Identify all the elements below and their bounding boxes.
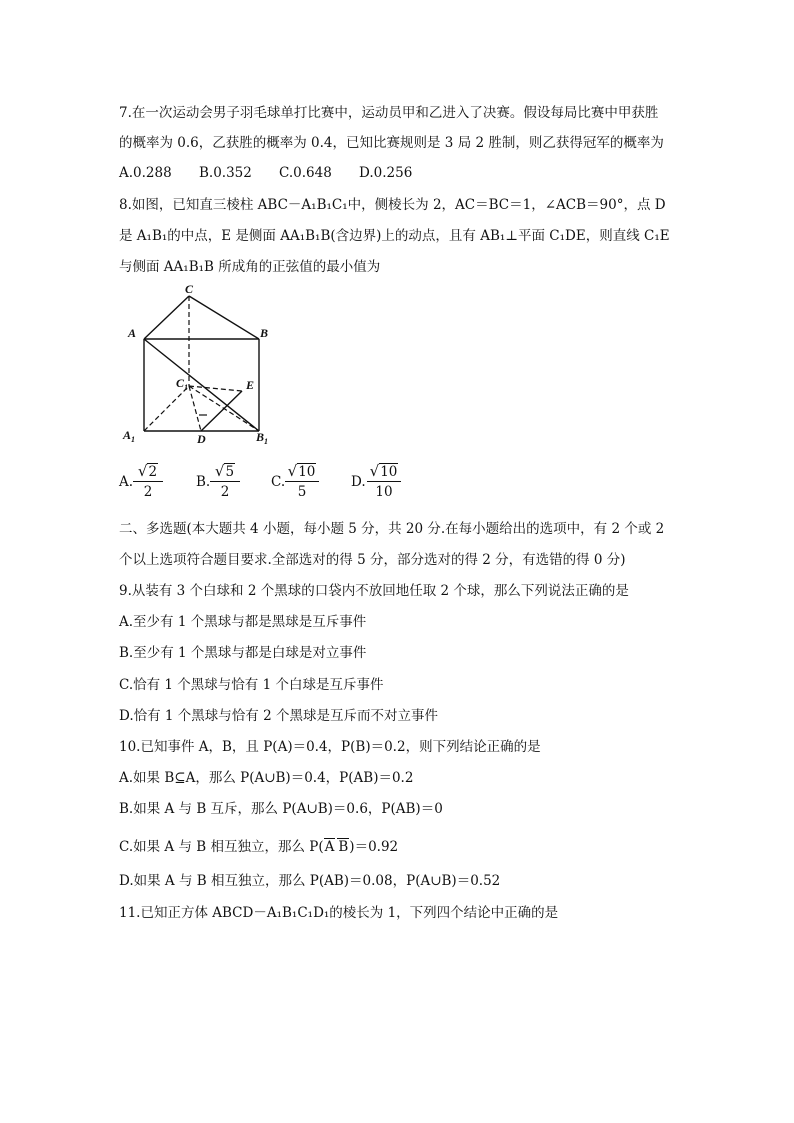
overline-b: B [338, 839, 349, 855]
q10-option-a: A.如果 B⊆A，那么 P(A∪B)＝0.4，P(AB)＝0.2 [119, 770, 414, 786]
section2-line1: 二、多选题(本大题共 4 小题，每小题 5 分，共 20 分.在每小题给出的选项中，有 2 个或 2 [119, 521, 665, 537]
prism-figure [119, 283, 279, 448]
label-d: D [197, 432, 206, 446]
label-c: C [185, 283, 194, 296]
q7-option-d: D.0.256 [359, 165, 413, 181]
q8-line2: 是 A₁B₁的中点，E 是侧面 AA₁B₁B(含边界)上的动点，且有 AB₁⊥平面 C₁DE，则直线 C₁E [119, 228, 670, 244]
q9-option-b: B.至少有 1 个黑球与都是白球是对立事件 [119, 645, 367, 661]
q8-line1: 8.如图，已知直三棱柱 ABC－A₁B₁C₁中，侧棱长为 2，AC＝BC＝1，∠ACB＝90°，点 D [119, 197, 666, 213]
label-a1: $A_1$ [123, 428, 136, 444]
q9-option-c: C.恰有 1 个黑球与恰有 1 个白球是互斥事件 [119, 677, 384, 693]
q10-stem: 10.已知事件 A，B，且 P(A)＝0.4，P(B)＝0.2，则下列结论正确的是 [119, 739, 541, 755]
q10-option-c: C.如果 A 与 B 相互独立，那么 P(A B)＝0.92 [119, 839, 399, 855]
label-c1: $C_1$ [176, 376, 189, 392]
section2-line2: 个以上选项符合题目要求.全部选对的得 5 分，部分选对的得 2 分，有选错的得 0 分) [119, 552, 626, 568]
q8-line3: 与侧面 AA₁B₁B 所成角的正弦值的最小值为 [119, 259, 381, 275]
q9-option-d: D.恰有 1 个黑球与恰有 2 个黑球是互斥而不对立事件 [119, 708, 438, 724]
label-b: B [260, 326, 269, 340]
q10-option-d: D.如果 A 与 B 相互独立，那么 P(AB)＝0.08，P(A∪B)＝0.52 [119, 873, 501, 889]
q9-option-a: A.至少有 1 个黑球与都是黑球是互斥事件 [119, 614, 367, 630]
q7-line1: 7.在一次运动会男子羽毛球单打比赛中，运动员甲和乙进入了决赛。假设每局比赛中甲获胜 [119, 105, 659, 121]
label-a: A [128, 326, 137, 340]
q7-option-b: B.0.352 [199, 165, 252, 181]
q7-line2: 的概率为 0.6，乙获胜的概率为 0.4，已知比赛规则是 3 局 2 胜制，则乙获得冠军的概率为 [119, 135, 664, 151]
q9-stem: 9.从装有 3 个白球和 2 个黑球的口袋内不放回地任取 2 个球，那么下列说法正确的是 [119, 583, 629, 599]
q7-option-c: C.0.648 [279, 165, 332, 181]
q10-option-b: B.如果 A 与 B 互斥，那么 P(A∪B)＝0.6，P(AB)＝0 [119, 801, 443, 817]
q7-option-a: A.0.288 [119, 165, 172, 181]
label-b1: $B_1$ [256, 430, 269, 446]
label-e: E [246, 378, 255, 392]
q11-stem: 11.已知正方体 ABCD－A₁B₁C₁D₁的棱长为 1，下列四个结论中正确的是 [119, 905, 559, 921]
overline-a: A [324, 839, 335, 855]
